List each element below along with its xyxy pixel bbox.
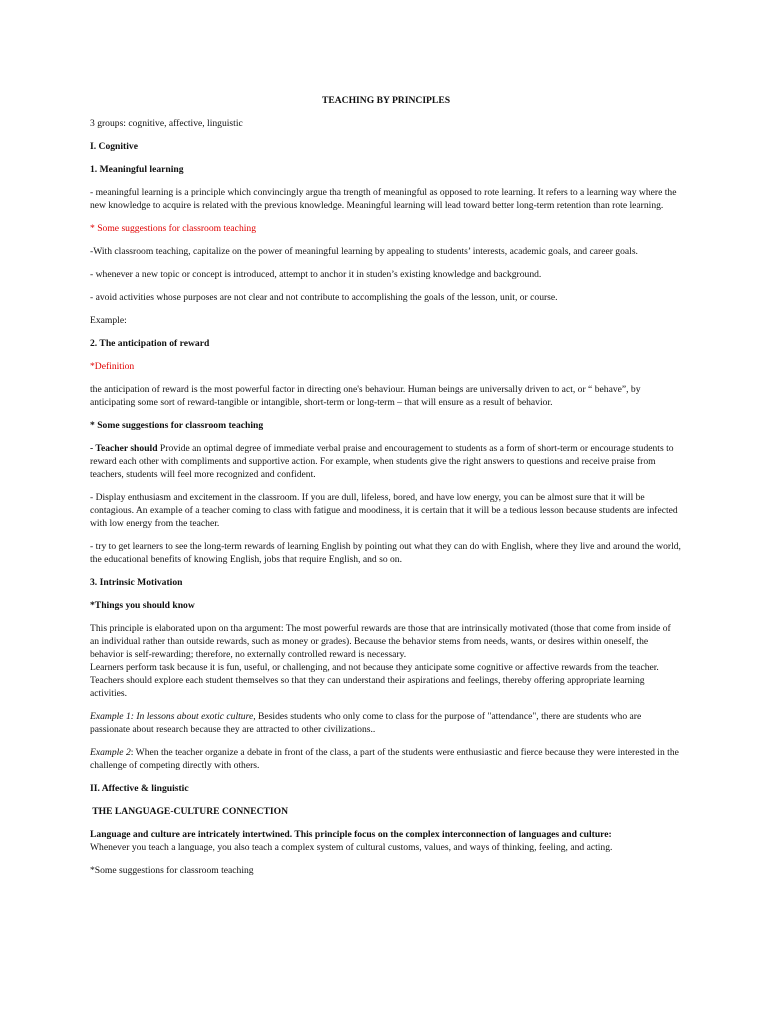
meaningful-learning-paragraph: - meaningful learning is a principle which convincingly argue tha trength of meaningful as opposed to rote learning. It refers to a learning way where the new knowledge to acquire is related with the previous knowledge. Meaningful learning will lead toward better long-term retention than rote learning. xyxy=(90,187,677,211)
language-culture-text: Whenever you teach a language, you also teach a complex system of cultural customs, values, and ways of thinking, feeling, and acting. xyxy=(90,842,613,853)
suggestion-2c: - try to get learners to see the long-term rewards of learning English by pointing out what they can do with English, where they live and around the world, the educational benefits of knowing English, jobs that require English, and so on. xyxy=(90,541,681,565)
anticipation-reward-heading: 2. The anticipation of reward xyxy=(90,338,210,349)
language-culture-heading: THE LANGUAGE-CULTURE CONNECTION xyxy=(90,806,289,817)
suggestions-heading-2: * Some suggestions for classroom teaching xyxy=(90,420,264,431)
suggestion-2b: - Display enthusiasm and excitement in the classroom. If you are dull, lifeless, bored, and have low energy, you can be almost sure that it will be contagious. An example of a teacher coming to class with fatigue and moodiness, it is certain that it will be a tedious lesson because students are infected with low energy from the teacher. xyxy=(90,492,678,529)
example-2 xyxy=(90,746,682,772)
suggestion-1b: - whenever a new topic or concept is introduced, attempt to anchor it in studen’s existing knowledge and background. xyxy=(90,269,542,280)
example-2-label: Example 2 xyxy=(90,747,131,758)
example-2-text: : When the teacher organize a debate in front of the class, a part of the students were enthusiastic and fierce because they were interested in the challenge of competing directly with others. xyxy=(90,747,679,771)
suggestion-1a: -With classroom teaching, capitalize on the power of meaningful learning by appealing to students’ interests, academic goals, and career goals. xyxy=(90,246,638,257)
definition-label: *Definition xyxy=(90,361,135,372)
example-1 xyxy=(90,710,682,736)
intrinsic-paragraph-1: This principle is elaborated upon on tha argument: The most powerful rewards are those that are intrinsically motivated (those that come from inside of an individual rather than outside rewards, such as money or grades). Because the behavior stems from needs, wants, or desires within oneself, the behavior is self-rewarding; therefore, no externally controlled reward is necessary. xyxy=(90,623,671,660)
suggestion-1c: - avoid activities whose purposes are not clear and not contribute to accomplishing the goals of the lesson, unit, or course. xyxy=(90,292,558,303)
intrinsic-paragraph-2: Learners perform task because it is fun, useful, or challenging, and not because they anticipate some cognitive or affective rewards from the teacher. Teachers should explore each student themselves so that they can understand their aspirations and feelings, thereby offering appropriate learning activities. xyxy=(90,662,659,699)
groups-line: 3 groups: cognitive, affective, linguistic xyxy=(90,118,243,129)
suggestions-heading-1: * Some suggestions for classroom teaching xyxy=(90,223,256,234)
language-culture-paragraph xyxy=(90,828,682,854)
suggestion-2a xyxy=(90,442,682,481)
anticipation-reward-paragraph: the anticipation of reward is the most powerful factor in directing one's behaviour. Human beings are universally driven to act, or “ behave”, by anticipating some sort of reward-tangible or intangible, short-term or long-term – that will ensure as a result of behavior. xyxy=(90,384,641,408)
document-page xyxy=(90,94,682,887)
section-cognitive-heading: I. Cognitive xyxy=(90,141,138,152)
suggestions-heading-3: *Some suggestions for classroom teaching xyxy=(90,865,254,876)
example-1-text: , Besides students who only come to class for the purpose of "attendance", there are students who are passionate about research because they are attracted to other civilizations.. xyxy=(90,711,642,735)
document-title: TEACHING BY PRINCIPLES xyxy=(321,95,451,106)
section-affective-heading: II. Affective & linguistic xyxy=(90,783,189,794)
things-to-know-heading: *Things you should know xyxy=(90,600,195,611)
language-culture-lead: Language and culture are intricately intertwined. This principle focus on the complex interconnection of languages and culture: xyxy=(90,829,612,840)
suggestion-2a-text: Provide an optimal degree of immediate verbal praise and encouragement to students as a form of short-term or encourage students to reward each other with compliments and supportive action. For example, when students give the right answers to questions and receive praise from teachers, students will feel more recognized and confident. xyxy=(90,443,674,480)
meaningful-learning-heading: 1. Meaningful learning xyxy=(90,164,184,175)
teacher-should-label: - Teacher should xyxy=(90,443,158,454)
intrinsic-motivation-heading: 3. Intrinsic Motivation xyxy=(90,577,183,588)
example-1-label: Example 1: In lessons about exotic culture xyxy=(90,711,254,722)
example-label: Example: xyxy=(90,315,127,326)
